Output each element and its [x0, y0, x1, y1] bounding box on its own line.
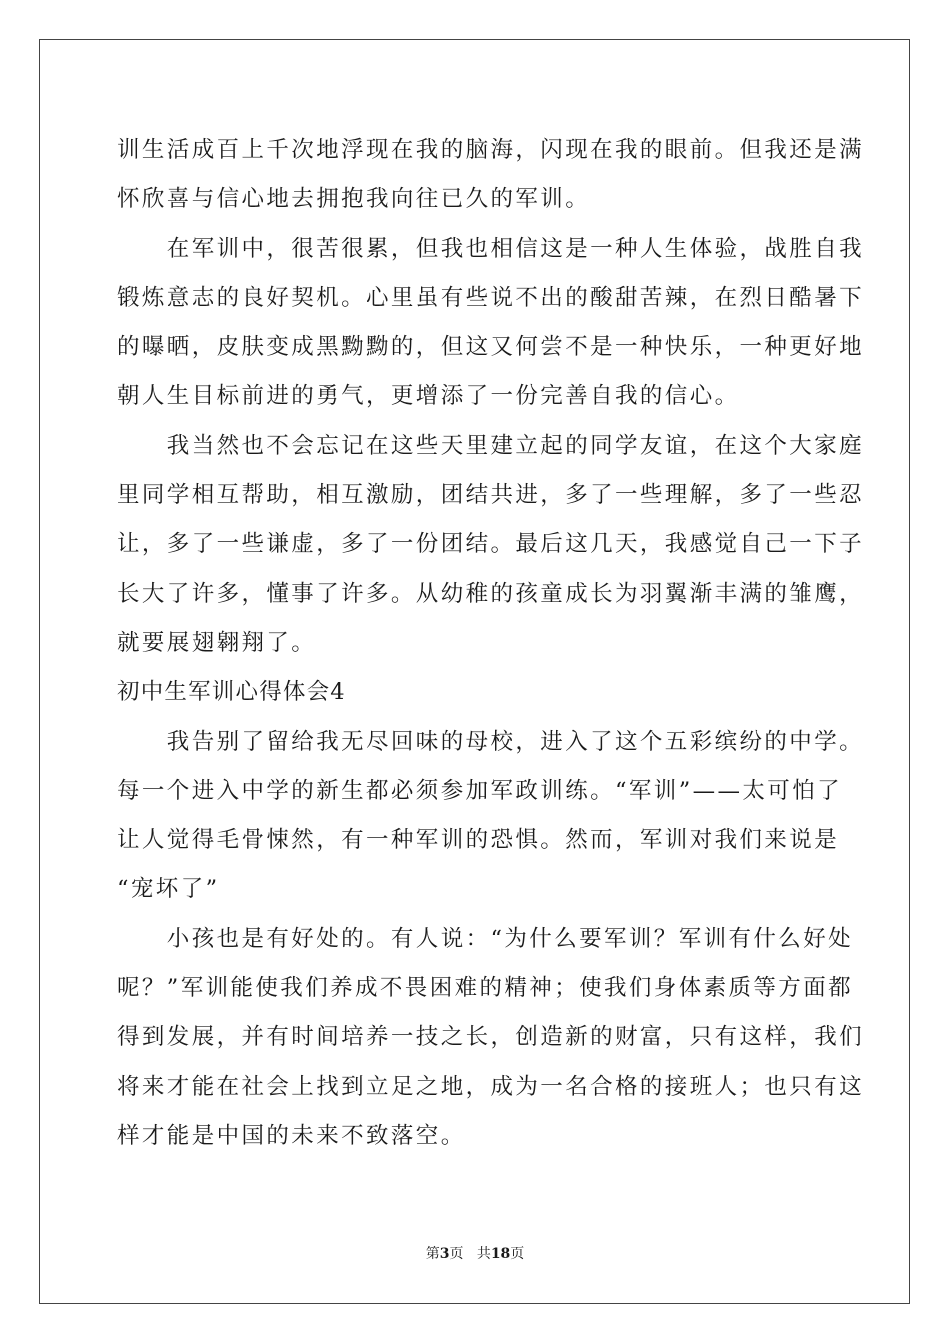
text-line: 我当然也不会忘记在这些天里建立起的同学友谊，在这个大家庭: [117, 432, 865, 459]
text-line: 得到发展，并有时间培养一技之长，创造新的财富，只有这样，我们: [117, 1024, 865, 1051]
text-line: 怀欣喜与信心地去拥抱我向往已久的军训。: [117, 186, 591, 213]
footer-page-prefix: 第: [425, 1246, 440, 1262]
text-line: 呢？”军训能使我们养成不畏困难的精神；使我们身体素质等方面都: [117, 975, 854, 1002]
text-line: “宠坏了”: [117, 876, 220, 903]
text-line: 样才能是中国的未来不致落空。: [117, 1122, 466, 1149]
text-line: 朝人生目标前进的勇气，更增添了一份完善自我的信心。: [117, 383, 740, 410]
text-line: 就要展翅翱翔了。: [117, 629, 317, 656]
section-heading: 初中生军训心得体会4: [117, 679, 346, 706]
footer-total-pages: 18: [490, 1246, 511, 1262]
text-line: 让，多了一些谦虚，多了一份团结。最后这几天，我感觉自己一下子: [117, 531, 865, 558]
text-line: 让人觉得毛骨悚然，有一种军训的恐惧。然而，军训对我们来说是: [117, 827, 840, 854]
text-line: 在军训中，很苦很累，但我也相信这是一种人生体验，战胜自我: [117, 235, 865, 262]
page-footer: [0, 1244, 950, 1264]
text-line: 我告别了留给我无尽回味的母校，进入了这个五彩缤纷的中学。: [117, 728, 865, 755]
footer-total-prefix: 共: [476, 1246, 491, 1262]
text-line: 训生活成百上千次地浮现在我的脑海，闪现在我的眼前。但我还是满: [117, 137, 865, 163]
text-line: 每一个进入中学的新生都必须参加军政训练。“军训”——太可怕了: [117, 777, 843, 804]
text-line: 里同学相互帮助，相互激励，团结共进，多了一些理解，多了一些忍: [117, 482, 865, 509]
document-body: [117, 126, 865, 1161]
text-line: 的曝晒，皮肤变成黑黝黝的，但这又何尝不是一种快乐，一种更好地: [117, 334, 865, 361]
footer-page-number: 3: [439, 1246, 450, 1262]
footer-page-suffix: 页: [449, 1246, 464, 1262]
text-line: 长大了许多，懂事了许多。从幼稚的孩童成长为羽翼渐丰满的雏鹰，: [117, 580, 865, 607]
footer-total-suffix: 页: [510, 1246, 525, 1262]
text-line: 锻炼意志的良好契机。心里虽有些说不出的酸甜苦辣，在烈日酷暑下: [117, 284, 865, 311]
text-line: 将来才能在社会上找到立足之地，成为一名合格的接班人；也只有这: [117, 1073, 865, 1100]
text-line: 小孩也是有好处的。有人说：“为什么要军训？军训有什么好处: [117, 925, 854, 952]
